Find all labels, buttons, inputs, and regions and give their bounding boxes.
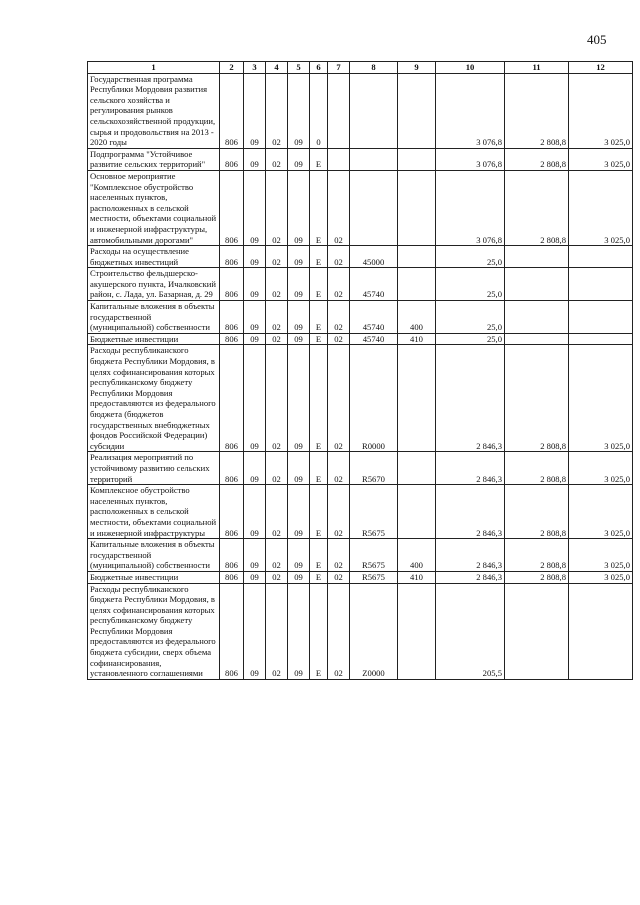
cell-subprogram: Е (310, 452, 328, 485)
cell-ministry: 806 (220, 268, 244, 301)
cell-direction: R5675 (350, 539, 398, 572)
cell-program: 09 (288, 345, 310, 452)
cell-expense-type: 400 (398, 301, 436, 334)
cell-program: 09 (288, 246, 310, 268)
cell-amount-1: 2 846,3 (436, 539, 505, 572)
cell-ministry: 806 (220, 246, 244, 268)
cell-subprogram: Е (310, 148, 328, 170)
table-row (88, 73, 633, 148)
cell-subprogram: Е (310, 345, 328, 452)
cell-subsection: 02 (266, 148, 288, 170)
table-row (88, 170, 633, 245)
cell-ministry: 806 (220, 485, 244, 539)
row-name: Капитальные вложения в объекты государственной (муниципальной) собственности (88, 301, 220, 334)
cell-expense-type: 410 (398, 571, 436, 583)
cell-amount-2 (505, 268, 569, 301)
cell-subprogram: Е (310, 301, 328, 334)
cell-amount-1: 3 076,8 (436, 170, 505, 245)
cell-subsection: 02 (266, 345, 288, 452)
cell-program: 09 (288, 452, 310, 485)
cell-section: 09 (244, 333, 266, 345)
cell-measure: 02 (328, 583, 350, 679)
cell-expense-type: 410 (398, 333, 436, 345)
col-header: 5 (288, 62, 310, 74)
cell-expense-type (398, 485, 436, 539)
cell-subprogram: Е (310, 268, 328, 301)
row-name: Капитальные вложения в объекты государственной (муниципальной) собственности (88, 539, 220, 572)
col-header: 3 (244, 62, 266, 74)
cell-amount-1: 2 846,3 (436, 571, 505, 583)
cell-subsection: 02 (266, 583, 288, 679)
cell-amount-3 (569, 268, 633, 301)
cell-amount-2 (505, 246, 569, 268)
cell-amount-2: 2 808,8 (505, 571, 569, 583)
cell-section: 09 (244, 246, 266, 268)
cell-subsection: 02 (266, 246, 288, 268)
cell-amount-2: 2 808,8 (505, 452, 569, 485)
cell-program: 09 (288, 170, 310, 245)
cell-subsection: 02 (266, 485, 288, 539)
cell-measure: 02 (328, 571, 350, 583)
cell-amount-2 (505, 333, 569, 345)
cell-amount-3: 3 025,0 (569, 148, 633, 170)
cell-amount-3: 3 025,0 (569, 452, 633, 485)
cell-ministry: 806 (220, 73, 244, 148)
table-row (88, 571, 633, 583)
cell-measure: 02 (328, 345, 350, 452)
cell-amount-3: 3 025,0 (569, 345, 633, 452)
cell-measure: 02 (328, 301, 350, 334)
cell-expense-type (398, 246, 436, 268)
cell-amount-1: 25,0 (436, 333, 505, 345)
cell-section: 09 (244, 485, 266, 539)
cell-expense-type (398, 345, 436, 452)
cell-measure: 02 (328, 246, 350, 268)
cell-amount-1: 25,0 (436, 301, 505, 334)
cell-subsection: 02 (266, 571, 288, 583)
cell-subprogram: Е (310, 571, 328, 583)
cell-measure: 02 (328, 268, 350, 301)
cell-amount-1: 205,5 (436, 583, 505, 679)
cell-subprogram: Е (310, 539, 328, 572)
row-name: Комплексное обустройство населенных пунктов, расположенных в сельской местности, объектами социальной и инженерной инфраструктуры (88, 485, 220, 539)
col-header: 9 (398, 62, 436, 74)
cell-subsection: 02 (266, 452, 288, 485)
cell-amount-2: 2 808,8 (505, 539, 569, 572)
cell-amount-3 (569, 333, 633, 345)
cell-expense-type (398, 170, 436, 245)
cell-program: 09 (288, 333, 310, 345)
table-row (88, 246, 633, 268)
cell-ministry: 806 (220, 148, 244, 170)
col-header: 1 (88, 62, 220, 74)
cell-subsection: 02 (266, 539, 288, 572)
cell-program: 09 (288, 571, 310, 583)
cell-amount-1: 2 846,3 (436, 485, 505, 539)
cell-subsection: 02 (266, 268, 288, 301)
cell-amount-3: 3 025,0 (569, 485, 633, 539)
cell-amount-1: 25,0 (436, 268, 505, 301)
cell-ministry: 806 (220, 539, 244, 572)
col-header: 6 (310, 62, 328, 74)
cell-ministry: 806 (220, 345, 244, 452)
cell-program: 09 (288, 583, 310, 679)
cell-program: 09 (288, 148, 310, 170)
cell-measure: 02 (328, 485, 350, 539)
cell-section: 09 (244, 539, 266, 572)
col-header: 7 (328, 62, 350, 74)
row-name: Государственная программа Республики Мордовия развития сельского хозяйства и регулирования рынков сельскохозяйственной продукции, сырья и продовольствия на 2013 - 2020 годы (88, 73, 220, 148)
cell-section: 09 (244, 571, 266, 583)
cell-amount-3: 3 025,0 (569, 571, 633, 583)
cell-amount-1: 3 076,8 (436, 73, 505, 148)
cell-section: 09 (244, 73, 266, 148)
cell-subsection: 02 (266, 301, 288, 334)
cell-section: 09 (244, 583, 266, 679)
cell-measure (328, 73, 350, 148)
table-row (88, 345, 633, 452)
row-name: Расходы республиканского бюджета Республики Мордовия, в целях софинансирования которых республиканскому бюджету Республики Мордовия предоставляются из федерального бюджета субсидии, сверх объема софинансирования, установленного соглашениями (88, 583, 220, 679)
table-row (88, 148, 633, 170)
cell-direction: R0000 (350, 345, 398, 452)
cell-section: 09 (244, 452, 266, 485)
cell-program: 09 (288, 539, 310, 572)
row-name: Бюджетные инвестиции (88, 333, 220, 345)
cell-direction (350, 73, 398, 148)
table-row (88, 333, 633, 345)
cell-expense-type (398, 583, 436, 679)
table-body (88, 73, 633, 679)
cell-direction: 45740 (350, 333, 398, 345)
row-name: Расходы на осуществление бюджетных инвестиций (88, 246, 220, 268)
cell-amount-3 (569, 583, 633, 679)
cell-ministry: 806 (220, 452, 244, 485)
cell-subprogram: Е (310, 333, 328, 345)
row-name: Бюджетные инвестиции (88, 571, 220, 583)
col-header: 10 (436, 62, 505, 74)
cell-amount-1: 25,0 (436, 246, 505, 268)
budget-table (87, 61, 633, 680)
table-row (88, 301, 633, 334)
cell-ministry: 806 (220, 170, 244, 245)
col-header: 11 (505, 62, 569, 74)
cell-direction: R5675 (350, 485, 398, 539)
cell-subprogram: 0 (310, 73, 328, 148)
table-row (88, 485, 633, 539)
cell-direction: 45740 (350, 268, 398, 301)
cell-amount-1: 3 076,8 (436, 148, 505, 170)
cell-amount-2: 2 808,8 (505, 148, 569, 170)
row-name: Подпрограмма "Устойчивое развитие сельских территорий" (88, 148, 220, 170)
cell-section: 09 (244, 345, 266, 452)
col-header: 8 (350, 62, 398, 74)
cell-section: 09 (244, 301, 266, 334)
cell-amount-2: 2 808,8 (505, 345, 569, 452)
col-header: 2 (220, 62, 244, 74)
cell-subprogram: Е (310, 246, 328, 268)
cell-amount-3: 3 025,0 (569, 539, 633, 572)
cell-direction: 45740 (350, 301, 398, 334)
cell-subsection: 02 (266, 73, 288, 148)
table-row (88, 583, 633, 679)
cell-section: 09 (244, 170, 266, 245)
cell-amount-3 (569, 301, 633, 334)
cell-measure: 02 (328, 452, 350, 485)
cell-ministry: 806 (220, 571, 244, 583)
cell-direction: 45000 (350, 246, 398, 268)
cell-subprogram: Е (310, 170, 328, 245)
cell-measure: 02 (328, 170, 350, 245)
cell-program: 09 (288, 73, 310, 148)
table-row (88, 452, 633, 485)
cell-amount-2 (505, 301, 569, 334)
cell-program: 09 (288, 485, 310, 539)
cell-measure (328, 148, 350, 170)
cell-ministry: 806 (220, 301, 244, 334)
table-row (88, 268, 633, 301)
table-row (88, 539, 633, 572)
cell-amount-3: 3 025,0 (569, 73, 633, 148)
cell-amount-3: 3 025,0 (569, 170, 633, 245)
cell-amount-3 (569, 246, 633, 268)
cell-subprogram: Е (310, 485, 328, 539)
cell-expense-type (398, 452, 436, 485)
row-name: Расходы республиканского бюджета Республики Мордовия, в целях софинансирования которых республиканскому бюджету Республики Мордовия предоставляются из федерального бюджета (бюджетов государственных внебюджетных фондов Российской Федерации) субсидии (88, 345, 220, 452)
page-number: 405 (587, 32, 607, 47)
cell-amount-1: 2 846,3 (436, 452, 505, 485)
table-header-row (88, 62, 633, 74)
cell-direction (350, 170, 398, 245)
cell-ministry: 806 (220, 583, 244, 679)
col-header: 4 (266, 62, 288, 74)
cell-subprogram: Е (310, 583, 328, 679)
cell-direction (350, 148, 398, 170)
cell-amount-1: 2 846,3 (436, 345, 505, 452)
row-name: Строительство фельдшерско-акушерского пункта, Ичалковский район, с. Лада, ул. Базарная, д. 29 (88, 268, 220, 301)
cell-program: 09 (288, 268, 310, 301)
cell-amount-2 (505, 583, 569, 679)
cell-direction: R5675 (350, 571, 398, 583)
cell-expense-type (398, 268, 436, 301)
cell-measure: 02 (328, 333, 350, 345)
cell-section: 09 (244, 268, 266, 301)
cell-amount-2: 2 808,8 (505, 73, 569, 148)
cell-ministry: 806 (220, 333, 244, 345)
cell-subsection: 02 (266, 170, 288, 245)
cell-subsection: 02 (266, 333, 288, 345)
cell-section: 09 (244, 148, 266, 170)
cell-measure: 02 (328, 539, 350, 572)
cell-direction: R5670 (350, 452, 398, 485)
cell-direction: Z0000 (350, 583, 398, 679)
row-name: Основное мероприятие "Комплексное обустройство населенных пунктов, расположенных в сельской местности, объектами социальной и инженерной инфраструктуры, автомобильными дорогами" (88, 170, 220, 245)
cell-amount-2: 2 808,8 (505, 485, 569, 539)
col-header: 12 (569, 62, 633, 74)
cell-expense-type (398, 73, 436, 148)
row-name: Реализация мероприятий по устойчивому развитию сельских территорий (88, 452, 220, 485)
cell-expense-type: 400 (398, 539, 436, 572)
cell-expense-type (398, 148, 436, 170)
cell-program: 09 (288, 301, 310, 334)
cell-amount-2: 2 808,8 (505, 170, 569, 245)
